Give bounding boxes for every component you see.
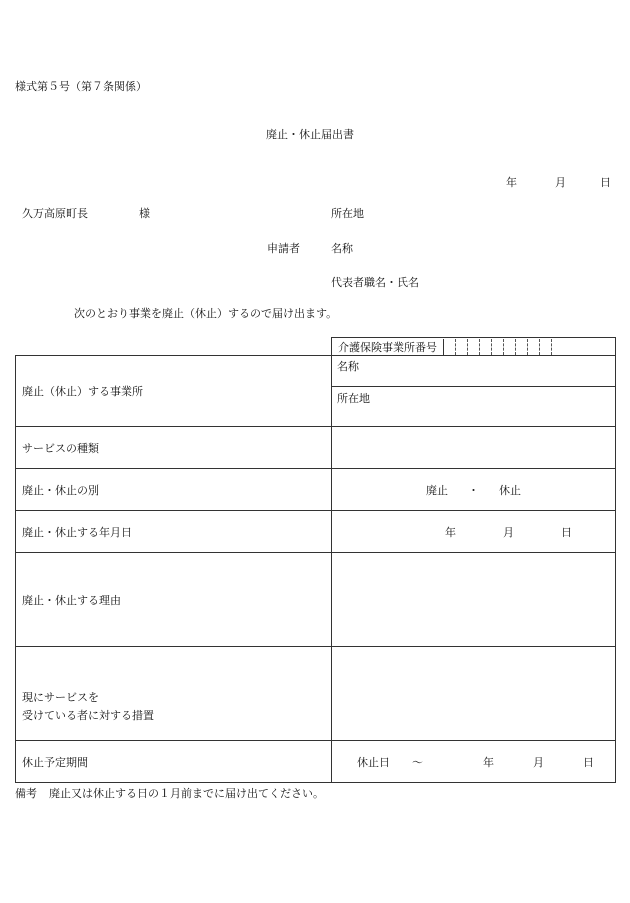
applicant-label: 申請者 (267, 242, 300, 255)
addressee-name: 久万高原町長 (22, 207, 88, 220)
office-number-digit-box[interactable] (479, 339, 491, 355)
office-number-digit-box[interactable] (455, 339, 467, 355)
date-day-label: 日 (600, 176, 611, 189)
facility-divider (332, 386, 615, 387)
measures-label-line1: 現にサービスを (22, 690, 99, 704)
effective-date-row (16, 511, 616, 553)
effective-date-field[interactable] (332, 511, 616, 553)
remarks-text: 廃止又は休止する日の１月前までに届け出てください。 (49, 787, 324, 800)
facility-label: 廃止（休止）する事業所 (16, 356, 332, 427)
measures-label-line2: 受けている者に対する措置 (22, 708, 154, 722)
date-month-label: 月 (555, 176, 566, 189)
date-year-label: 年 (506, 176, 517, 189)
service-type-row (16, 427, 616, 469)
period-day-label: 日 (583, 755, 594, 769)
reason-field[interactable] (332, 553, 616, 647)
planned-period-field[interactable] (332, 741, 616, 783)
applicant-representative-label: 代表者職名・氏名 (331, 276, 419, 289)
abolish-option[interactable]: 廃止 (426, 483, 448, 497)
effective-year-label: 年 (445, 525, 456, 539)
office-number-digit-box[interactable] (443, 339, 455, 355)
service-type-field[interactable] (332, 427, 616, 469)
office-number-digit-box[interactable] (515, 339, 527, 355)
office-number-digit-box[interactable] (551, 339, 563, 355)
remarks (15, 787, 324, 801)
applicant-name-label: 名称 (331, 242, 353, 255)
effective-month-label: 月 (503, 525, 514, 539)
distinction-label: 廃止・休止の別 (16, 469, 332, 511)
period-month-label: 月 (533, 755, 544, 769)
period-year-label: 年 (483, 755, 494, 769)
submission-date (506, 176, 611, 190)
office-number-label: 介護保険事業所番号 (338, 340, 437, 354)
effective-day-label: 日 (561, 525, 572, 539)
office-number-digit-box[interactable] (491, 339, 503, 355)
office-number-digit-box[interactable] (539, 339, 551, 355)
applicant-address-label: 所在地 (331, 207, 364, 220)
remarks-label: 備考 (15, 787, 37, 800)
document-title: 廃止・休止届出書 (266, 128, 354, 141)
measures-field[interactable] (332, 647, 616, 741)
facility-name-label: 名称 (337, 360, 359, 373)
measures-label (16, 647, 332, 741)
intro-text: 次のとおり事業を廃止（休止）するので届け出ます。 (74, 307, 338, 320)
facility-address-label: 所在地 (337, 392, 370, 405)
office-number-digit-box[interactable] (527, 339, 539, 355)
facility-row (16, 356, 616, 427)
office-number-digit-box[interactable] (467, 339, 479, 355)
planned-period-label: 休止予定期間 (16, 741, 332, 783)
service-type-label: サービスの種類 (16, 427, 332, 469)
measures-row (16, 647, 616, 741)
reason-label: 廃止・休止する理由 (16, 553, 332, 647)
reason-row (16, 553, 616, 647)
office-number-digit-box[interactable] (503, 339, 515, 355)
option-separator: ・ (468, 483, 479, 497)
suspension-start-label: 休止日 (357, 755, 390, 769)
suspend-option[interactable]: 休止 (499, 483, 521, 497)
form-number: 様式第５号（第７条関係） (15, 80, 147, 93)
office-number-row (16, 338, 616, 356)
addressee-honorific: 様 (139, 207, 150, 220)
notification-table (15, 337, 616, 783)
planned-period-row (16, 741, 616, 783)
effective-date-label: 廃止・休止する年月日 (16, 511, 332, 553)
office-number-input[interactable] (443, 339, 563, 355)
distinction-row (16, 469, 616, 511)
period-tilde: ～ (412, 755, 423, 769)
